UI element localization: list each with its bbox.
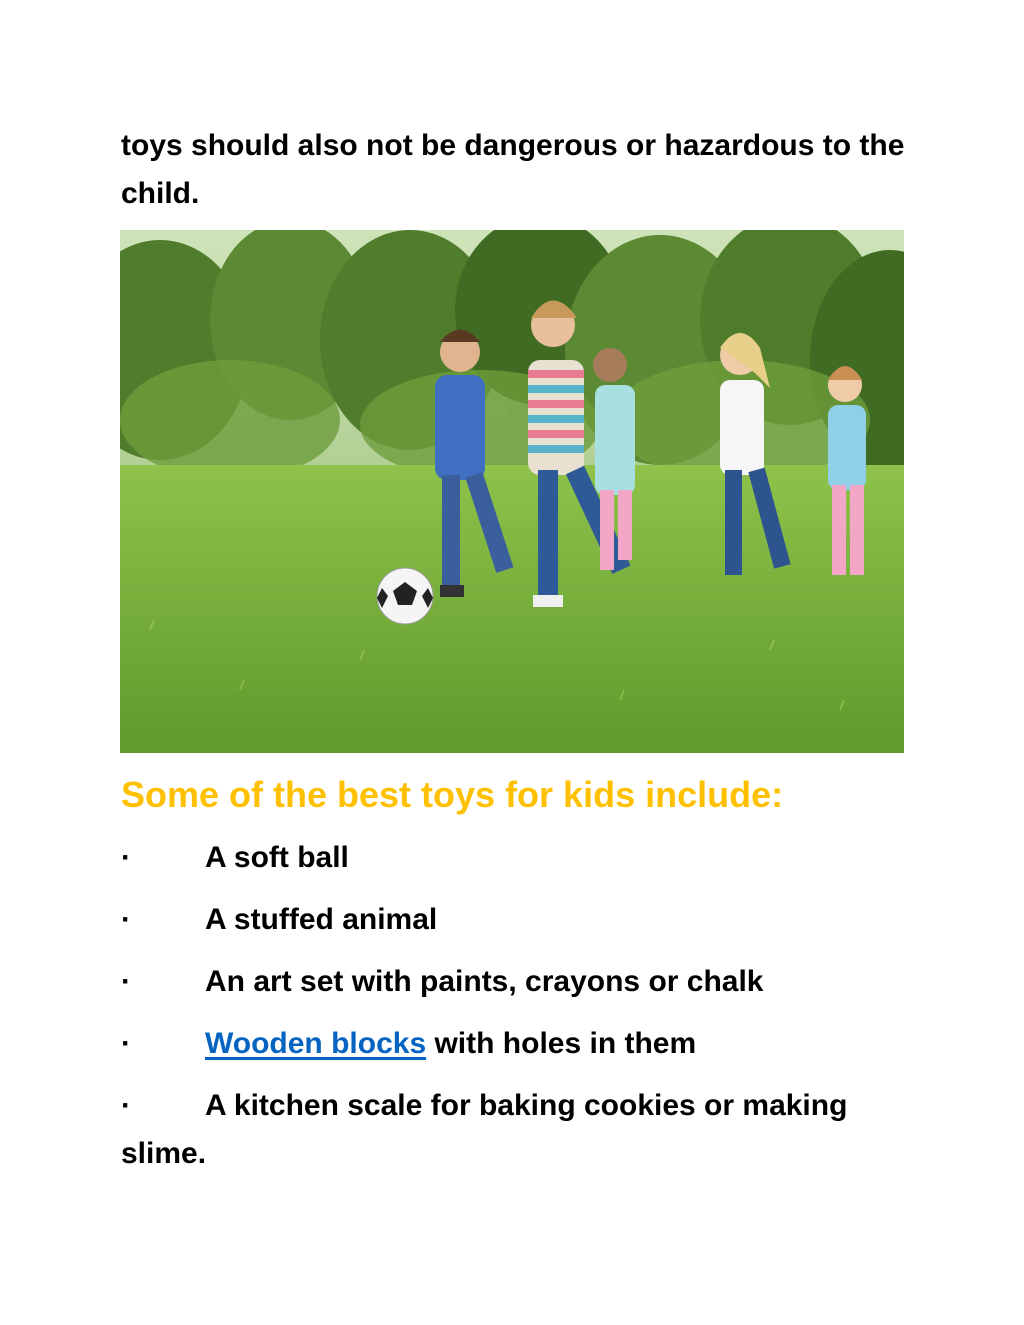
list-item xyxy=(121,1082,911,1178)
toy-list xyxy=(121,834,911,1192)
list-item xyxy=(121,1020,911,1068)
section-heading: Some of the best toys for kids include: xyxy=(121,774,784,815)
wooden-blocks-link[interactable]: Wooden blocks xyxy=(205,1027,427,1060)
list-item-text: An art set with paints, crayons or chalk xyxy=(205,965,764,998)
bullet-icon: · xyxy=(121,1027,131,1060)
intro-paragraph: toys should also not be dangerous or hazardous to the child. xyxy=(121,129,905,210)
list-item-text: A soft ball xyxy=(205,841,349,874)
list-item xyxy=(121,834,911,882)
list-item-text: A stuffed animal xyxy=(205,903,438,936)
bullet-icon: · xyxy=(121,1089,131,1122)
list-item-text: A kitchen scale for baking cookies or making slime. xyxy=(121,1089,848,1170)
list-item-text: with holes in them xyxy=(426,1027,697,1060)
bullet-icon: · xyxy=(121,841,131,874)
list-item xyxy=(121,896,911,944)
children-playing-photo xyxy=(120,230,904,753)
bullet-icon: · xyxy=(121,965,131,998)
list-item xyxy=(121,958,911,1006)
bullet-icon: · xyxy=(121,903,131,936)
